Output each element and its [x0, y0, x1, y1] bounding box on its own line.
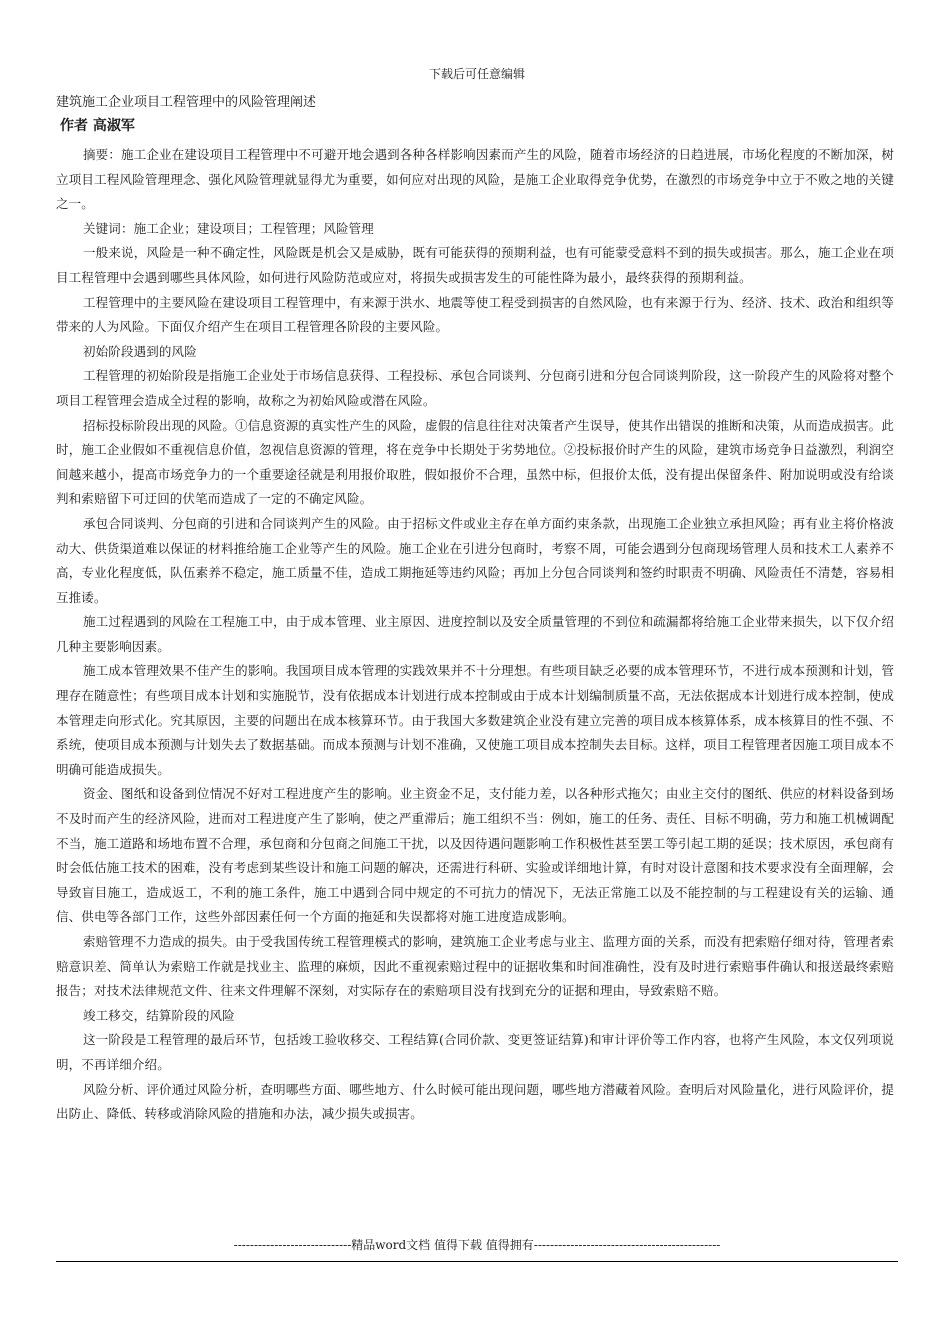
section-heading: 竣工移交，结算阶段的风险: [83, 1007, 235, 1023]
body-paragraph: 索赔管理不力造成的损失。由于受我国传统工程管理模式的影响，建筑施工企业考虑与业主、监理方面的关系，而没有把索赔仔细对待，管理者索赔意识差、简单认为索赔工作就是找业主、监理的麻烦，因此不重视索赔过程中的证据收集和时间准确性，没有及时进行索赔事件确认和报送最终索赔报告；对技术法律规范文件、往来文件理解不深刻，对实际存在的索赔项目没有找到充分的证据和理由，导致索赔不赔。: [56, 934, 894, 999]
header-note: 下载后可任意编辑: [428, 67, 525, 81]
document-page: [56, 0, 898, 1344]
body-paragraph: 一般来说，风险是一种不确定性，风险既是机会又是威胁，既有可能获得的预期利益，也有可能蒙受意料不到的损失或损害。那么，施工企业在项目工程管理中会遇到哪些具体风险，如何进行风险防范或应对，将损失或损害发生的可能性降为最小，最终获得的预期利益。: [56, 245, 894, 285]
body-paragraph: 招标投标阶段出现的风险。①信息资源的真实性产生的风险，虚假的信息往往对决策者产生误导，使其作出错误的推断和决策，从而造成损害。此时，施工企业假如不重视信息价值，忽视信息资源的管理，将在竞争中长期处于劣势地位。②投标报价时产生的风险，建筑市场竞争日益激烈，利润空间越来越小，提高市场竞争力的一个重要途径就是利用报价取胜，假如报价不合理，虽然中标，但报价太低，没有提出保留条件、附加说明或没有给谈判和索赔留下可迂回的伏笔而造成了一定的不确定风险。: [56, 417, 894, 507]
footer-text: -----------------------------精品word文档 值得下载 值得拥有----------------------------------------------: [233, 1238, 721, 1252]
body-paragraph: 风险分析、评价通过风险分析，查明哪些方面、哪些地方、什么时候可能出现问题，哪些地方潜藏着风险。查明后对风险量化，进行风险评价，提出防止、降低、转移或消除风险的措施和办法，减少损失或损害。: [56, 1081, 894, 1122]
body-paragraph: 施工过程遇到的风险在工程施工中，由于成本管理、业主原因、进度控制以及安全质量管理的不到位和疏漏都将给施工企业带来损失，以下仅介绍几种主要影响因素。: [56, 614, 894, 654]
body-paragraph: 这一阶段是工程管理的最后环节，包括竣工验收移交、工程结算(合同价款、变更签证结算)和审计评价等工作内容，也将产生风险，本文仅列项说明，不再详细介绍。: [56, 1032, 894, 1072]
abstract-paragraph: 摘要：施工企业在建设项目工程管理中不可避开地会遇到各种各样影响因素而产生的风险，随着市场经济的日趋进展，市场化程度的不断加深，树立项目工程风险管理理念、强化风险管理就显得尤为重要，如何应对出现的风险，是施工企业取得竞争优势，在激烈的市场竞争中立于不败之地的关键之一。: [56, 147, 894, 212]
section-heading: 初始阶段遇到的风险: [83, 343, 197, 359]
body-paragraph: 承包合同谈判、分包商的引进和合同谈判产生的风险。由于招标文件或业主存在单方面约束条款，出现施工企业独立承担风险；再有业主将价格波动大、供货渠道难以保证的材料推给施工企业等产生的风险。施工企业在引进分包商时，考察不周，可能会遇到分包商现场管理人员和技术工人素养不高，专业化程度低，队伍素养不稳定，施工质量不佳，造成工期拖延等违约风险；再加上分包合同谈判和签约时职责不明确、风险责任不清楚，容易相互推诿。: [56, 515, 894, 605]
body-paragraph: 工程管理的初始阶段是指施工企业处于市场信息获得、工程投标、承包合同谈判、分包商引进和分包合同谈判阶段，这一阶段产生的风险将对整个项目工程管理会造成全过程的影响，故称之为初始风险或潜在风险。: [56, 368, 894, 408]
body-paragraph: 资金、图纸和设备到位情况不好对工程进度产生的影响。业主资金不足，支付能力差，以各种形式拖欠；由业主交付的图纸、供应的材料设备到场不及时而产生的经济风险，进而对工程进度产生了影响，使之严重滞后；施工组织不当：例如，施工的任务、责任、目标不明确，劳力和施工机械调配不当，施工道路和场地布置不合理，承包商和分包商之间施工干扰，以及因待遇问题影响工作积极性甚至罢工等引起工期的延误；技术原因，承包商有时会低估施工技术的困难，没有考虑到某些设计和施工问题的解决，还需进行科研、实验或详细地计算，有时对设计意图和技术要求没有全面理解，会导致盲目施工，造成返工，不利的施工条件，施工中遇到合同中规定的不可抗力的情况下，无法正常施工以及不能控制的与工程建设有关的运输、通信、供电等各部门工作，这些外部因素任何一个方面的拖延和失误都将对施工进度造成影响。: [56, 786, 894, 925]
body-paragraph: 工程管理中的主要风险在建设项目工程管理中，有来源于洪水、地震等使工程受到损害的自然风险，也有来源于行为、经济、技术、政治和组织等带来的人为风险。下面仅介绍产生在项目工程管理各阶段的主要风险。: [56, 294, 894, 335]
document-title: 建筑施工企业项目工程管理中的风险管理阐述: [56, 95, 317, 110]
author-line: 作者 高淑军: [60, 118, 135, 134]
footer-rule: [56, 1261, 898, 1262]
keywords-paragraph: 关键词：施工企业；建设项目；工程管理；风险管理: [83, 220, 374, 236]
body-paragraph: 施工成本管理效果不佳产生的影响。我国项目成本管理的实践效果并不十分理想。有些项目缺乏必要的成本管理环节，不进行成本预测和计划，管理存在随意性；有些项目成本计划和实施脱节，没有依据成本计划进行成本控制或由于成本计划编制质量不高，无法依据成本计划进行成本控制，使成本管理走向形式化。究其原因，主要的问题出在成本核算环节。由于我国大多数建筑企业没有建立完善的项目成本核算体系，成本核算目的性不强、不系统，使项目成本预测与计划失去了数据基础。而成本预测与计划不准确，又使施工项目成本控制失去目标。这样，项目工程管理者因施工项目成本不明确可能造成损失。: [56, 663, 894, 777]
document-body: [56, 143, 894, 1127]
